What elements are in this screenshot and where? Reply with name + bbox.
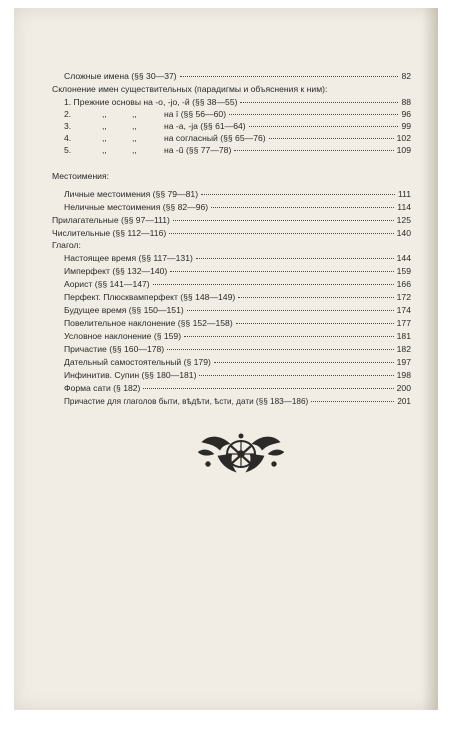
ditto-mark: ,, [132,121,137,131]
toc-entry [64,279,411,290]
toc-entry-title: на -ŭ (§§ 77—78) [164,145,232,155]
toc-entry-title: Числительные (§§ 112—116) [52,228,167,238]
ditto-mark: ,, [132,133,137,143]
toc-entry-number: 3. [64,121,72,131]
ditto-mark: ,, [102,121,107,131]
toc-entry-title: Форма сати (§ 182) [64,383,141,393]
dot-leader [238,297,393,298]
toc-entry-page: 182 [396,344,411,354]
dot-leader [199,375,393,376]
dot-leader [269,138,394,139]
toc-entry-title: Сложные имена (§§ 30—37) [64,71,177,81]
toc-entry [64,383,411,394]
dot-leader [169,233,393,234]
toc-entry-title: Личные местоимения (§§ 79—81) [64,189,199,199]
dot-leader [173,220,394,221]
toc-entry-page: 140 [396,228,411,238]
toc-entry-title: 1. Прежние основы на -о, -jo, -й (§§ 38—55) [64,97,238,107]
toc-entry-title: Причастие (§§ 160—178) [64,344,165,354]
toc-entry [64,292,411,303]
dot-leader [240,102,398,103]
toc-entry [52,215,411,226]
toc-entry-title: Неличные местоимения (§§ 82—96) [64,202,209,212]
toc-section-heading: Склонение имен существительных (парадигмы и объяснения к ним): [52,84,328,94]
toc-entry-title: Будущее время (§§ 150—151) [64,305,184,315]
toc-entry-title: на согласный (§§ 65—76) [164,133,266,143]
ditto-mark: ,, [102,133,107,143]
toc-entry-page: 99 [401,121,411,131]
dot-leader [236,323,394,324]
toc-entry [64,189,411,200]
toc-entry [64,396,411,407]
toc-entry-page: 82 [401,71,411,81]
toc-entry-page: 111 [397,189,411,199]
toc-entry-title: Инфинитив. Супин (§§ 180—181) [64,370,197,380]
toc-entry [64,71,411,82]
toc-entry-page: 172 [396,292,411,302]
toc-entry [64,266,411,277]
toc-entry-title: Аорист (§§ 141—147) [64,279,150,289]
toc-section-heading: Глагол: [52,240,81,250]
dot-leader [311,401,394,402]
toc-entry-page: 181 [396,331,411,341]
dot-leader [229,114,398,115]
toc-entry [164,109,411,120]
dot-leader [153,284,394,285]
toc-entry-page: 166 [396,279,411,289]
toc-entry-title: Прилагательные (§§ 97—111) [52,215,170,225]
toc-entry [64,305,411,316]
dot-leader [143,388,393,389]
toc-entry-page: 102 [396,133,411,143]
book-page [14,8,438,710]
toc-entry-page: 125 [396,215,411,225]
toc-entry [64,202,411,213]
dot-leader [201,194,395,195]
decorative-ornament-icon [196,430,286,476]
toc-entry-page: 198 [396,370,411,380]
toc-entry-title: на ī (§§ 56—60) [164,109,227,119]
toc-section-heading: Местоимения: [52,171,110,181]
dot-leader [167,349,394,350]
toc-entry-page: 200 [396,383,411,393]
toc-entry [164,145,411,156]
toc-entry-title: на -а, -ja (§§ 61—64) [164,121,246,131]
dot-leader [249,126,399,127]
toc-entry-number: 4. [64,133,72,143]
toc-entry-page: 88 [401,97,411,107]
ditto-mark: ,, [132,109,137,119]
toc-entry-title: Настоящее время (§§ 117—131) [64,253,193,263]
toc-entry-page: 109 [396,145,411,155]
toc-entry [164,133,411,144]
toc-entry-page: 201 [397,397,411,406]
table-of-contents [14,8,438,710]
toc-entry-page: 197 [396,357,411,367]
toc-entry-page: 96 [401,109,411,119]
toc-entry-page: 177 [396,318,411,328]
toc-entry [64,331,411,342]
toc-entry [64,370,411,381]
dot-leader [196,258,394,259]
toc-entry-page: 144 [396,253,411,263]
toc-entry-number: 5. [64,145,72,155]
toc-entry-title: Повелительное наклонение (§§ 152—158) [64,318,233,328]
dot-leader [180,76,399,77]
toc-entry [64,344,411,355]
dot-leader [234,150,393,151]
toc-entry-title: Дательный самостоятельный (§ 179) [64,357,211,367]
toc-entry-page: 114 [397,202,411,212]
toc-entry-title: Перфект. Плюсквамперфект (§§ 148—149) [64,292,236,302]
dot-leader [170,271,393,272]
toc-entry-number: 2. [64,109,72,119]
dot-leader [187,310,394,311]
ditto-mark: ,, [102,145,107,155]
toc-entry [64,97,411,108]
ditto-mark: ,, [102,109,107,119]
toc-entry [52,228,411,239]
toc-entry [164,121,411,132]
toc-entry [64,357,411,368]
dot-leader [214,362,394,363]
ditto-mark: ,, [132,145,137,155]
toc-entry-page: 159 [396,266,411,276]
toc-entry-title: Причастие для глаголов быти, вѣдѣти, ѣсти, дати (§§ 183—186) [64,397,309,406]
toc-entry-title: Условное наклонение (§ 159) [64,331,182,341]
dot-leader [211,207,394,208]
dot-leader [184,336,394,337]
toc-entry-title: Имперфект (§§ 132—140) [64,266,168,276]
toc-entry [64,253,411,264]
toc-entry [64,318,411,329]
toc-entry-page: 174 [396,305,411,315]
